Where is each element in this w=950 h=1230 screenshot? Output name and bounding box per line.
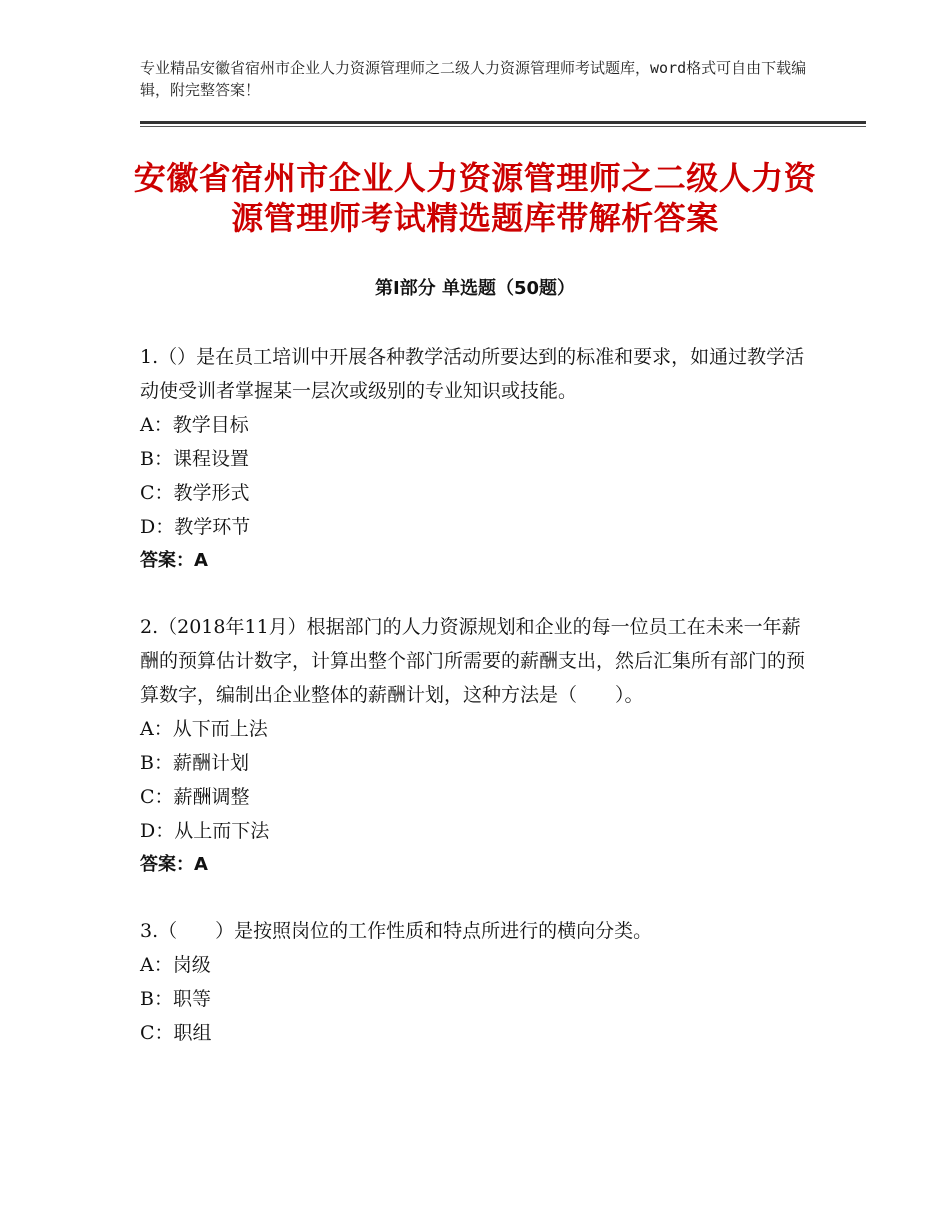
question-stem: 1.（）是在员工培训中开展各种教学活动所要达到的标准和要求，如通过教学活动使受训者掌握某一层次或级别的专业知识或技能。 (140, 346, 805, 402)
option-d: D：教学环节 (140, 516, 251, 538)
question-stem: 3.（ ）是按照岗位的工作性质和特点所进行的横向分类。 (140, 920, 653, 942)
option-a: A：从下而上法 (140, 718, 268, 740)
answer-label: 答案：A (140, 550, 208, 571)
answer-label: 答案：A (140, 854, 208, 875)
option-c: C：教学形式 (140, 482, 250, 504)
option-a: A：教学目标 (140, 414, 249, 436)
option-c: C：薪酬调整 (140, 786, 250, 808)
option-b: B：职等 (140, 988, 211, 1010)
header-rule-thick (140, 121, 866, 124)
option-b: B：课程设置 (140, 448, 249, 470)
question-list (140, 340, 810, 1082)
option-d: D：从上而下法 (140, 820, 270, 842)
option-c: C：职组 (140, 1022, 212, 1044)
header-note: 专业精品安徽省宿州市企业人力资源管理师之二级人力资源管理师考试题库，word格式可自由下载编辑，附完整答案！ (140, 59, 807, 99)
header-rule-thin (140, 126, 866, 127)
option-b: B：薪酬计划 (140, 752, 249, 774)
question-3 (140, 914, 810, 1050)
option-a: A：岗级 (140, 954, 211, 976)
question-2 (140, 610, 810, 882)
question-1 (140, 340, 810, 578)
document-title: 安徽省宿州市企业人力资源管理师之二级人力资源管理师考试精选题库带解析答案 (133, 159, 817, 237)
section-title: 第Ⅰ部分 单选题（50题） (374, 278, 575, 299)
question-stem: 2.（2018年11月）根据部门的人力资源规划和企业的每一位员工在未来一年薪酬的预算估计数字，计算出整个部门所需要的薪酬支出，然后汇集所有部门的预算数字，编制出企业整体的薪酬计划，这种方法是（ ）。 (140, 616, 806, 706)
